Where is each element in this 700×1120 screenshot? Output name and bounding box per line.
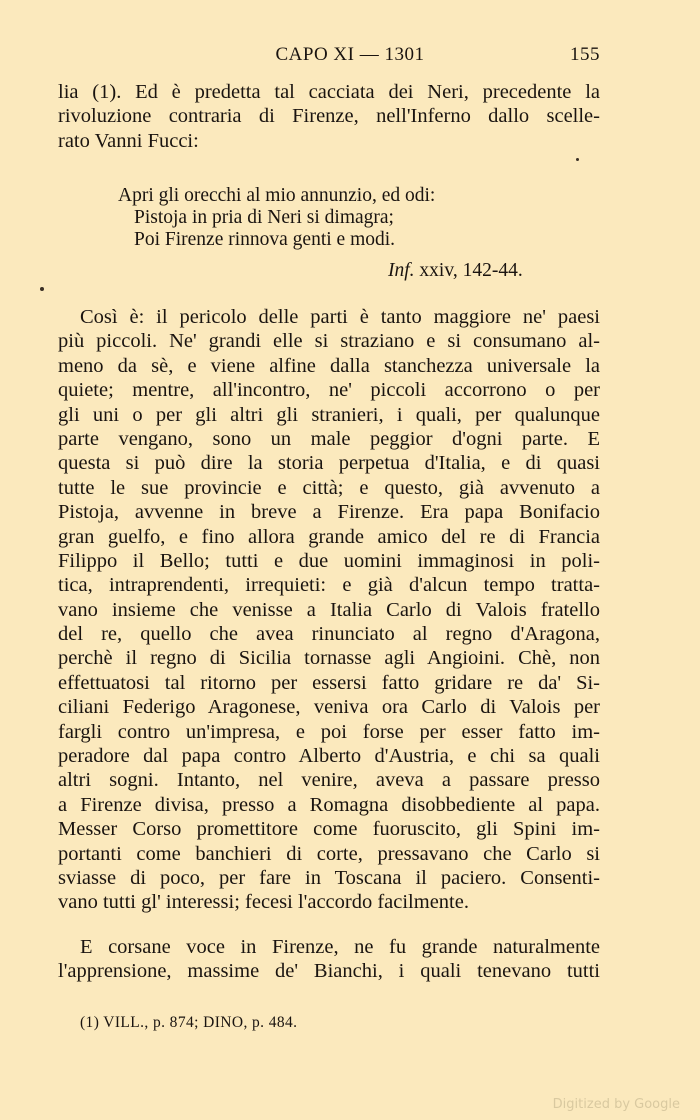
verse-line: Pistoja in pria di Neri si dimagra; — [134, 207, 394, 228]
text-line: vano insieme che venisse a Italia Carlo di Valois fratello — [58, 598, 600, 621]
text-line: Pistoja, avvenne in breve a Firenze. Era papa Bonifacio — [58, 501, 600, 524]
text-line: meno da sè, e viene alfine dalla stanchezza universale la — [58, 354, 600, 377]
text-line: parte vengano, sono un male peggior d'ogni parte. E — [58, 427, 600, 450]
text-line: l'apprensione, massime de' Bianchi, i quali tenevano tutti — [58, 960, 600, 983]
text-line: del re, quello che avea rinunciato al regno d'Aragona, — [58, 623, 600, 646]
digitization-watermark: Digitized by Google — [552, 1097, 680, 1112]
footnote: (1) VILL., p. 874; DINO, p. 484. — [80, 1014, 298, 1031]
citation-reference: xxiv, 142-44. — [419, 260, 523, 281]
text-line: a Firenze divisa, presso a Romagna disobbediente al papa. — [58, 793, 600, 816]
print-speck — [576, 158, 579, 161]
verse-citation — [388, 260, 523, 282]
text-line: Messer Corso promettitore come fuoruscito, gli Spini im- — [58, 818, 600, 841]
text-line: E corsane voce in Firenze, ne fu grande naturalmente — [80, 936, 600, 958]
closing-paragraph — [58, 935, 600, 984]
text-line: portanti come banchieri di corte, pressavano che Carlo si — [58, 842, 600, 865]
text-line: tutte le sue provincie e città; e questo, già avvenuto a — [58, 476, 600, 499]
running-head: CAPO XI — 1301 — [275, 44, 425, 65]
text-line: rato Vanni Fucci: — [58, 129, 199, 152]
text-line: Così è: il pericolo delle parti è tanto maggiore ne' paesi — [80, 306, 600, 328]
text-line: fargli contro un'impresa, e poi forse per esser fatto im- — [58, 720, 600, 743]
text-line: peradore dal papa contro Alberto d'Austria, e chi sa quali — [58, 745, 600, 768]
text-line: altri sogni. Intanto, nel venire, aveva a passare presso — [58, 769, 600, 792]
text-line: vano tutti gl' interessi; fecesi l'accordo facilmente. — [58, 891, 469, 914]
text-line: più piccoli. Ne' grandi elle si straziano e si consumano al- — [58, 330, 600, 353]
citation-source: Inf. — [388, 260, 415, 281]
text-line: gran guelfo, e fino allora grande amico del re di Francia — [58, 525, 600, 548]
page-number: 155 — [570, 44, 600, 65]
text-line: Filippo il Bello; tutti e due uomini immaginosi in poli- — [58, 549, 600, 572]
text-line: gli uni o per gli altri gli stranieri, i quali, per qualunque — [58, 403, 600, 426]
print-speck — [40, 287, 44, 291]
text-line: perchè il regno di Sicilia tornasse agli Angioini. Chè, non — [58, 647, 600, 670]
verse-line: Apri gli orecchi al mio annunzio, ed odi: — [118, 185, 436, 206]
text-line: questa si può dire la storia perpetua d'Italia, e di quasi — [58, 452, 600, 475]
text-line: lia (1). Ed è predetta tal cacciata dei Neri, precedente la — [58, 81, 600, 103]
main-paragraph — [58, 305, 600, 915]
text-line: rivoluzione contraria di Firenze, nell'Inferno dallo scelle- — [58, 105, 600, 128]
text-line: ciliani Federigo Aragonese, veniva ora Carlo di Valois per — [58, 696, 600, 719]
text-line: sviasse di poco, per fare in Toscana il paciero. Consenti- — [58, 866, 600, 889]
page-header — [60, 44, 600, 72]
text-line: effettuatosi tal ritorno per essersi fatto gridare re da' Si- — [58, 671, 600, 694]
text-line: tica, intraprendenti, irrequieti: e già d'alcun tempo tratta- — [58, 574, 600, 597]
intro-paragraph — [58, 80, 600, 153]
text-line: quiete; mentre, all'incontro, ne' piccoli accorrono o per — [58, 379, 600, 402]
verse-line: Poi Firenze rinnova genti e modi. — [134, 229, 396, 250]
